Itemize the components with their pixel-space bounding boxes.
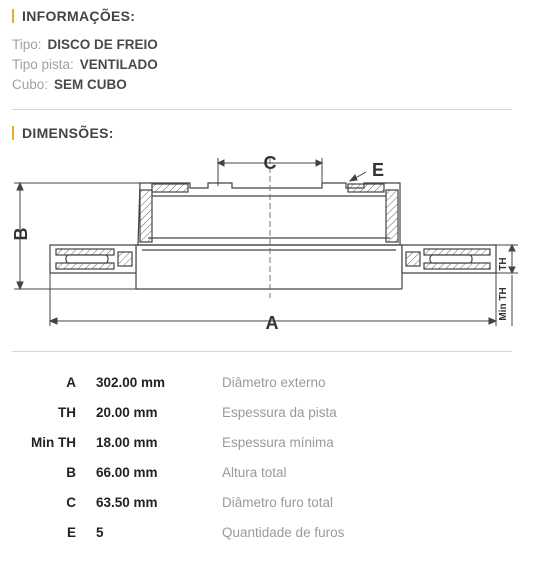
spec-key: B [66,465,76,480]
spec-row-th [0,405,534,425]
info-value: DISCO DE FREIO [47,37,158,52]
spec-desc: Diâmetro furo total [222,495,334,510]
info-label: Tipo pista: [12,57,74,72]
spec-desc: Espessura da pista [222,405,337,420]
label-th: TH [498,257,509,271]
spec-value: 20.00 mm [96,405,158,420]
spec-key: Min TH [31,435,76,450]
dimensions-title-text: DIMENSÕES: [22,125,114,141]
info-title-text: INFORMAÇÕES: [22,8,136,24]
divider [12,351,512,352]
spec-value: 5 [96,525,104,540]
spec-value: 66.00 mm [96,465,158,480]
spec-key: E [66,525,76,540]
dimension-e [350,172,366,181]
spec-row-min-th [0,435,534,455]
info-label: Cubo: [12,77,49,92]
spec-row-e [0,525,534,545]
info-label: Tipo: [12,37,42,52]
spec-key: C [66,495,76,510]
info-row-tipo [12,37,158,52]
spec-desc: Quantidade de furos [222,525,345,540]
spec-key: TH [58,405,76,420]
spec-row-c [0,495,534,515]
label-c: C [263,153,277,173]
label-a: A [265,313,279,333]
spec-row-b [0,465,534,485]
label-e: E [371,160,385,180]
divider [12,109,512,110]
info-row-tipo-pista [12,57,158,72]
spec-desc: Espessura mínima [222,435,334,450]
spec-value: 302.00 mm [96,375,166,390]
spec-value: 63.50 mm [96,495,158,510]
spec-key: A [66,375,76,390]
spec-desc: Diâmetro externo [222,375,326,390]
brake-disc-diagram [0,150,534,340]
info-row-cubo [12,77,127,92]
info-value: VENTILADO [79,57,158,72]
info-value: SEM CUBO [54,77,127,92]
label-b: B [11,227,31,241]
info-section-title [12,8,135,24]
disc-cross-section [50,183,496,289]
dimensions-section-title [12,125,114,141]
label-min-th: Min TH [498,287,509,321]
title-accent-bar [12,126,14,140]
spec-desc: Altura total [222,465,287,480]
title-accent-bar [12,9,14,23]
spec-row-a [0,375,534,395]
spec-value: 18.00 mm [96,435,158,450]
